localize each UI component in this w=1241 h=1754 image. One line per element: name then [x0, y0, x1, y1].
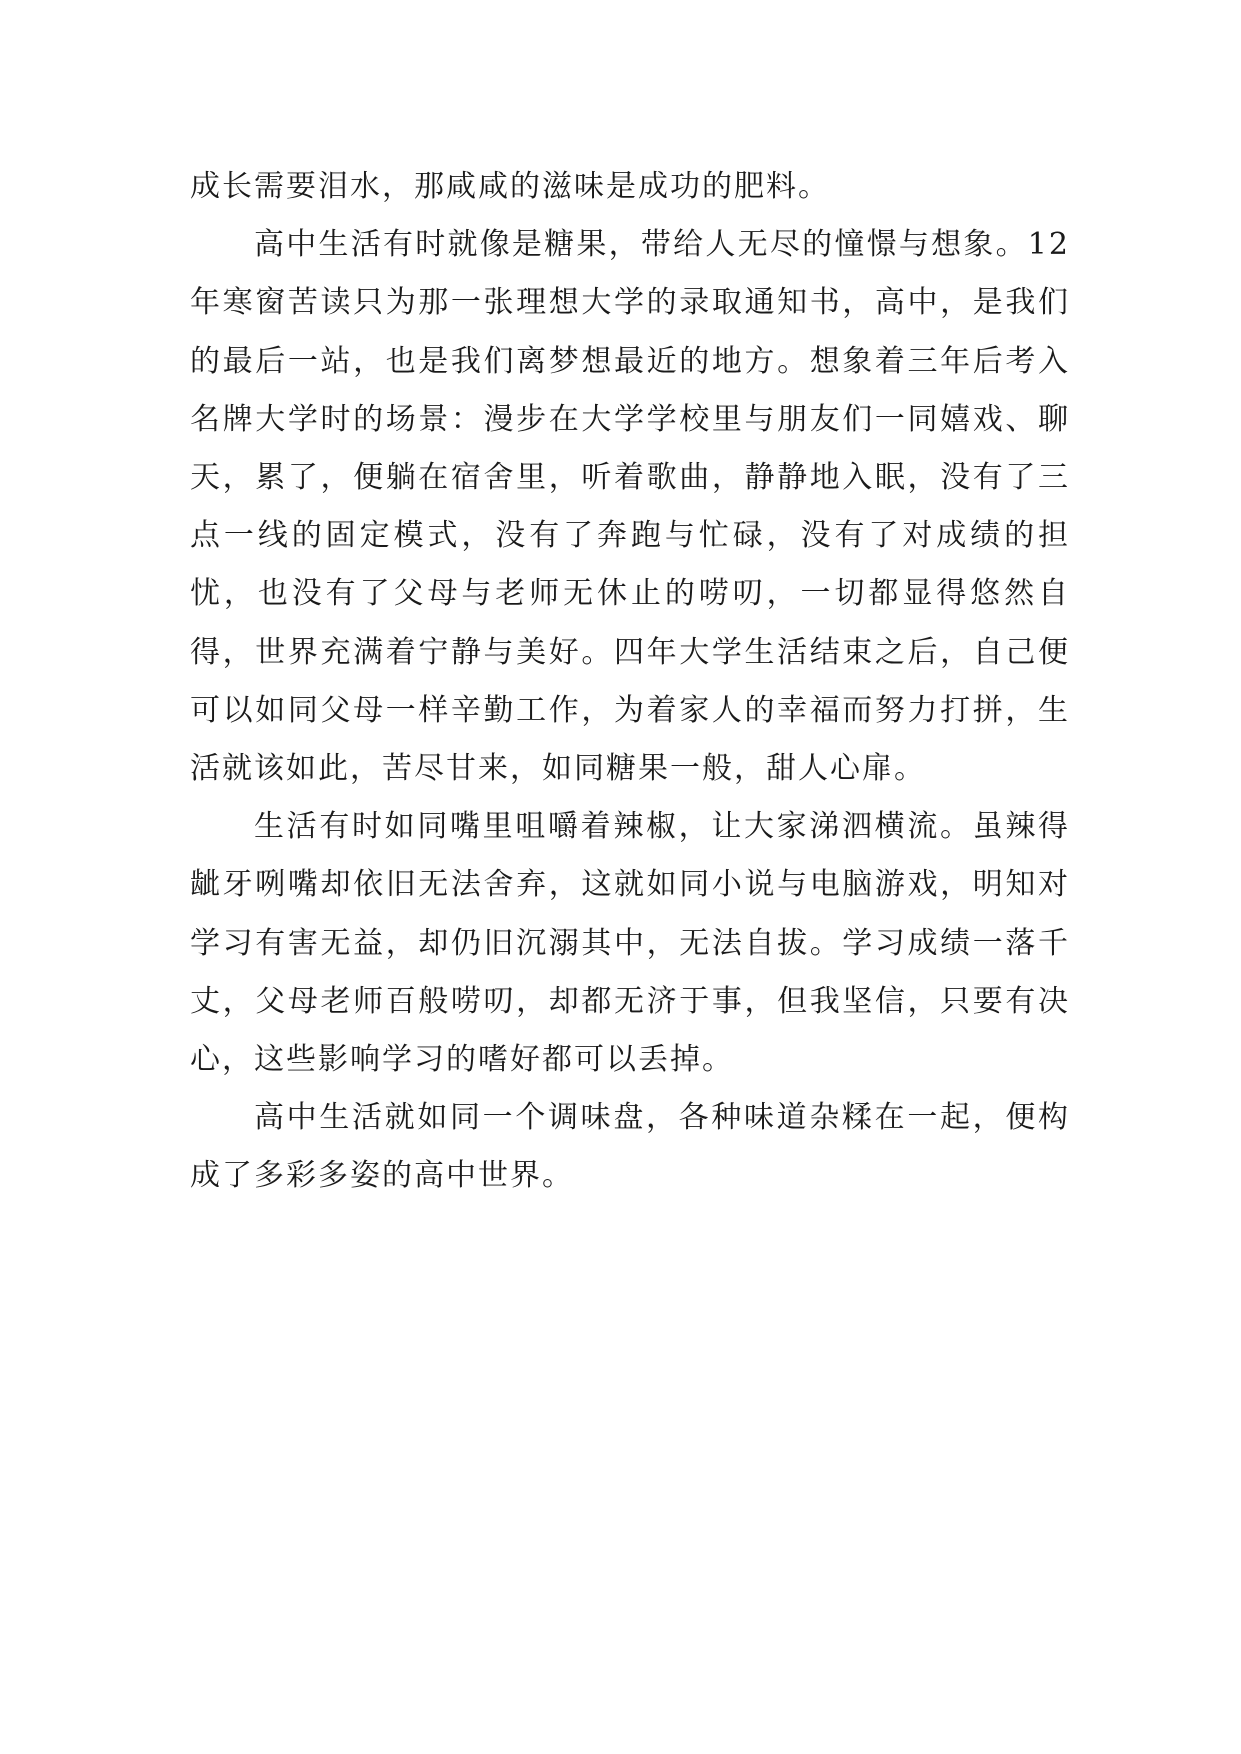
paragraph-2: 高中生活有时就像是糖果，带给人无尽的憧憬与想象。12 年寒窗苦读只为那一张理想大学的录取通知书，高中，是我们的最后一站，也是我们离梦想最近的地方。想象着三年后考入名牌大学时的场景：漫步在大学学校里与朋友们一同嬉戏、聊天，累了，便躺在宿舍里，听着歌曲，静静地入眠，没有了三点一线的固定模式，没有了奔跑与忙碌，没有了对成绩的担忧，也没有了父母与老师无休止的唠叨，一切都显得悠然自得，世界充满着宁静与美好。四年大学生活结束之后，自己便可以如同父母一样辛勤工作，为着家人的幸福而努力打拼，生活就该如此，苦尽甘来，如同糖果一般，甜人心扉。 [190, 227, 1070, 787]
paragraph-4: 高中生活就如同一个调味盘，各种味道杂糅在一起，便构成了多彩多姿的高中世界。 [190, 1100, 1070, 1194]
paragraph-1: 成长需要泪水，那咸咸的滋味是成功的肥料。 [190, 169, 830, 204]
essay-body [190, 158, 1070, 1206]
paragraph-3: 生活有时如同嘴里咀嚼着辣椒，让大家涕泗横流。虽辣得龇牙咧嘴却依旧无法舍弃，这就如同小说与电脑游戏，明知对学习有害无益，却仍旧沉溺其中，无法自拔。学习成绩一落千丈，父母老师百般唠叨，却都无济于事，但我坚信，只要有决心，这些影响学习的嗜好都可以丢掉。 [190, 809, 1070, 1078]
